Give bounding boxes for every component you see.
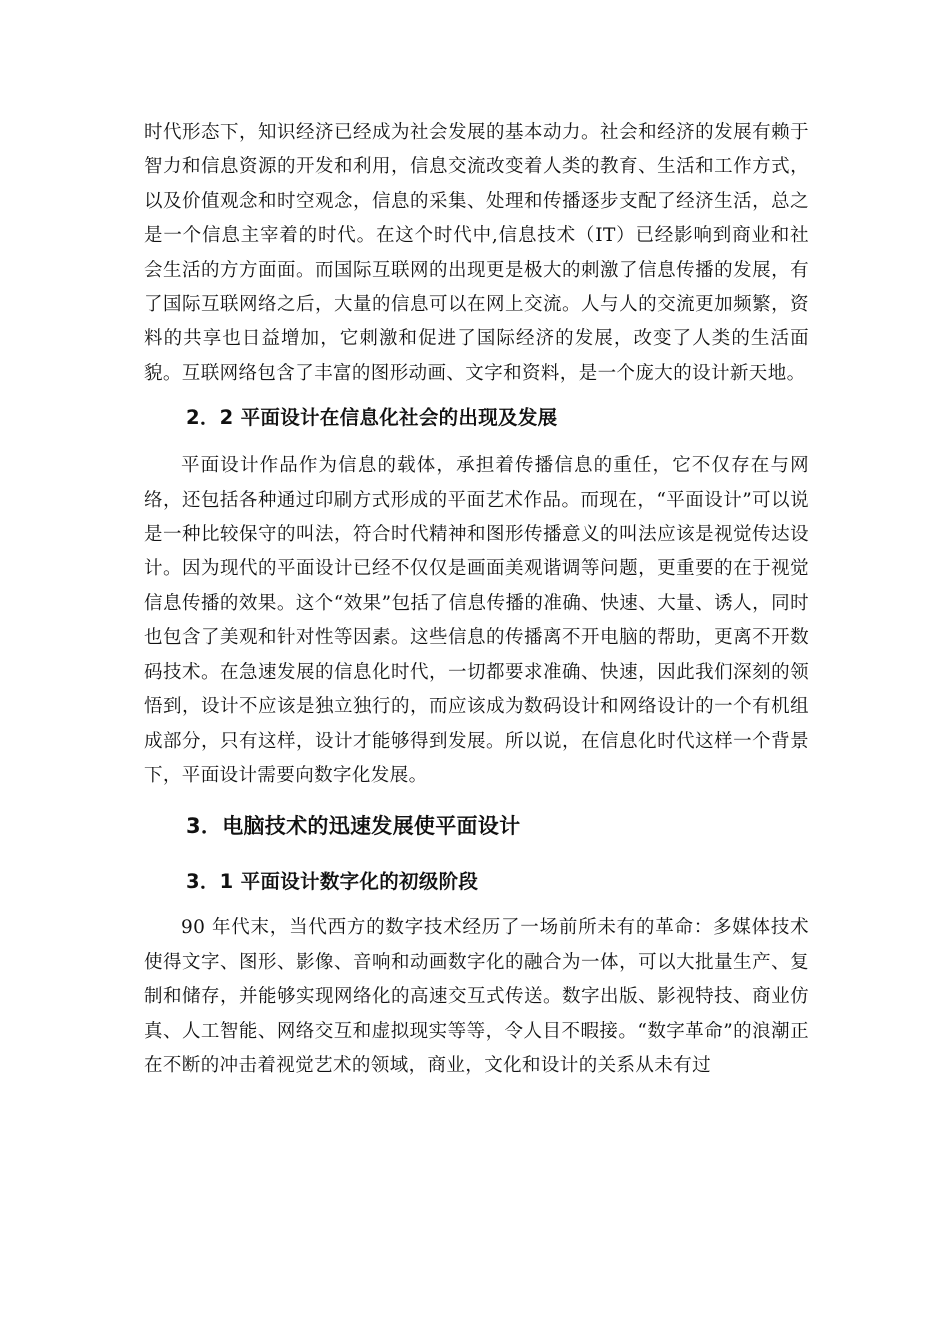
heading-section-2-2: 2．2 平面设计在信息化社会的出现及发展 xyxy=(186,406,558,430)
paragraph-digital-revolution: 90 年代末，当代西方的数字技术经历了一场前所未有的革命：多媒体技术使得文字、图形、影像、音响和动画数字化的融合为一体，可以大批量生产、复制和储存，并能够实现网络化的高速交互式传送。数字出版、影视特技、商业仿真、人工智能、网络交互和虚拟现实等等，令人目不暇接。“数字革命”的浪潮正在不断的冲击着视觉艺术的领域，商业，文化和设计的关系从未有过 xyxy=(144,917,809,1076)
paragraph-information-age: 时代形态下，知识经济已经成为社会发展的基本动力。社会和经济的发展有赖于智力和信息资源的开发和利用，信息交流改变着人类的教育、生活和工作方式，以及价值观念和时空观念，信息的采集、处理和传播逐步支配了经济生活，总之是一个信息主宰着的时代。在这个时代中,信息技术（IT）已经影响到商业和社会生活的方方面面。而国际互联网的出现更是极大的刺激了信息传播的发展，有了国际互联网络之后，大量的信息可以在网上交流。人与人的交流更加频繁，资料的共享也日益增加，它刺激和促进了国际经济的发展，改变了人类的生活面貌。互联网络包含了丰富的图形动画、文字和资料，是一个庞大的设计新天地。 xyxy=(144,122,809,384)
paragraph-graphic-design-carrier: 平面设计作品作为信息的载体，承担着传播信息的重任，它不仅存在与网络，还包括各种通过印刷方式形成的平面艺术作品。而现在，“平面设计”可以说是一种比较保守的叫法，符合时代精神和图形传播意义的叫法应该是视觉传达设计。因为现代的平面设计已经不仅仅是画面美观谐调等问题，更重要的在于视觉信息传播的效果。这个“效果”包括了信息传播的准确、快速、大量、诱人，同时也包含了美观和针对性等因素。这些信息的传播离不开电脑的帮助，更离不开数码技术。在急速发展的信息化时代，一切都要求准确、快速，因此我们深刻的领悟到，设计不应该是独立独行的，而应该成为数码设计和网络设计的一个有机组成部分，只有这样，设计才能够得到发展。所以说，在信息化时代这样一个背景下，平面设计需要向数字化发展。 xyxy=(144,455,809,786)
heading-section-3: 3．电脑技术的迅速发展使平面设计 xyxy=(186,814,521,839)
heading-section-3-1: 3．1 平面设计数字化的初级阶段 xyxy=(186,870,479,894)
page-body xyxy=(144,116,809,1083)
